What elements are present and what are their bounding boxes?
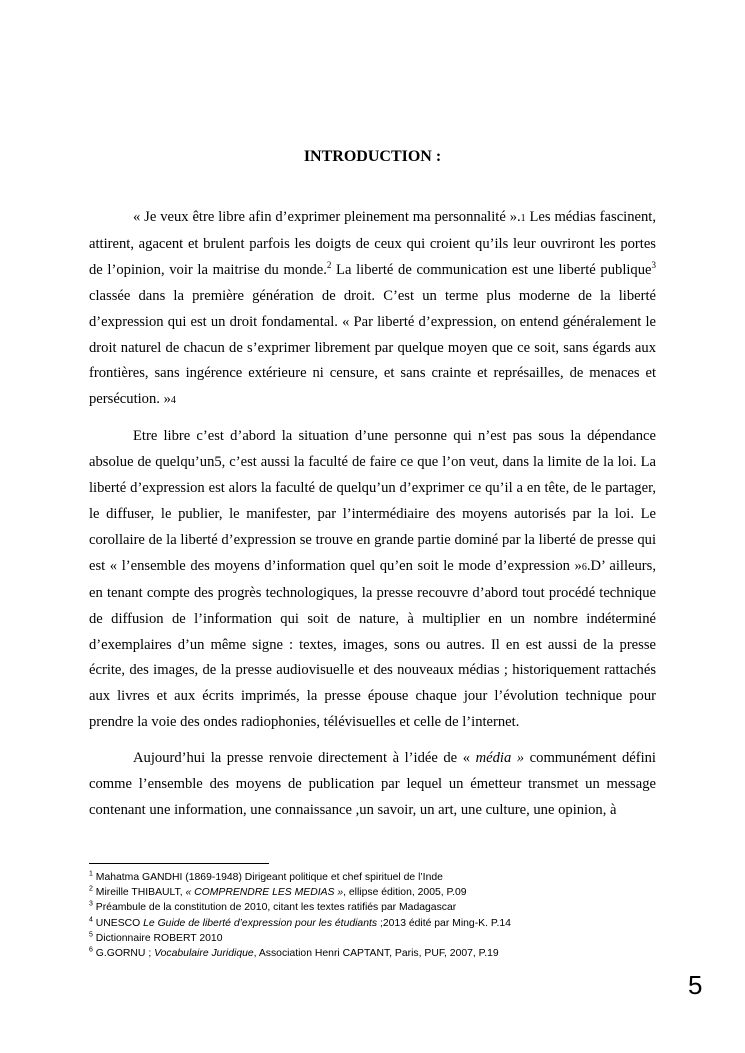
footnote-number: 5: [89, 931, 93, 939]
footnote-text: Mahatma GANDHI (1869-1948) Dirigeant politique et chef spirituel de l’Inde: [92, 872, 443, 883]
footnote-number: 6: [89, 946, 93, 954]
footnote-number: 3: [89, 900, 93, 908]
footnote-text: G.GORNU ;: [92, 948, 155, 960]
paragraph-3: [89, 746, 656, 824]
paragraph-1-text-b: Les médias fascinent, attirent, agacent et brulent parfois les doigts de ceux qui croient qu’ils leur ouvriront les portes de l’opinion, voir la maitrise du monde.: [89, 209, 656, 278]
footnote-ref-1: 1: [520, 213, 526, 224]
footnote-ref-4: 4: [170, 395, 176, 407]
paragraph-1: [89, 205, 656, 414]
footnote: [89, 916, 656, 931]
footnote-ref-6: 6: [581, 561, 587, 573]
paragraph-3-text-b: communément défini comme l’ensemble des moyens de publication par lequel un émetteur transmet un message contenant une information, une connaissance ,un savoir, un art, une culture, une opinion, à: [89, 750, 656, 818]
footnote-number: 1: [89, 870, 93, 878]
footnote: [89, 946, 656, 961]
footnote-text-post: , Association Henri CAPTANT, Paris, PUF, 2007, P.19: [253, 948, 499, 960]
paragraph-1-text-c: La liberté de communication est une liberté publique: [331, 261, 652, 278]
footnote-text: Dictionnaire ROBERT 2010: [92, 932, 223, 944]
paragraph-2-text-b: .D’ ailleurs, en tenant compte des progrès technologiques, la presse recouvre d’abord tout procédé technique de diffusion de l’information qui soit de nature, à multiplier en un nombre indéterminé d’exemplaires d’un même signe : textes, images, sons ou autres. Il en est aussi de la presse écrite, des images, de la presse audiovisuelle et des nouveaux médias ; historiquement rattachés aux livres et aux écrits imprimés, la presse épouse chaque jour l’évolution technique pour prendre la voie des ondes radiophonies, télévisuelles et celle de l’internet.: [89, 557, 656, 731]
footnote-italic: « COMPRENDRE LES MEDIAS »: [185, 887, 344, 899]
footnote: [89, 870, 656, 885]
paragraph-3-italic: média »: [475, 750, 525, 767]
paragraph-2: [89, 424, 656, 736]
footnote-text: Mireille THIBAULT,: [92, 887, 186, 899]
footnote: [89, 885, 656, 900]
footnote-text-post: , ellipse édition, 2005, P.09: [343, 887, 467, 899]
footnote-number: 4: [89, 916, 93, 924]
footnotes: [89, 870, 656, 961]
paragraph-2-text-a: Etre libre c’est d’abord la situation d’une personne qui n’est pas sous la dépendance absolue de quelqu’un5, c’est aussi la faculté de faire ce que l’on veut, dans la limite de la loi. La liberté d’expression est alors la faculté de quelqu’un d’exprimer ce qu’il a en tête, de le partager, le diffuser, le publier, le manifester, par l’intermédiaire des moyens autorisés par la loi. Le corollaire de la liberté d’expression se trouve en grande partie dominé par la liberté de presse qui est « l’ensemble des moyens d’information quel qu’en soit le mode d’expression »: [89, 428, 656, 574]
footnote-ref-2: 2: [326, 259, 332, 270]
footnote-italic: Vocabulaire Juridique: [154, 948, 254, 960]
paragraph-1-text-a: « Je veux être libre afin d’exprimer pleinement ma personnalité ».: [133, 209, 521, 225]
paragraph-3-text-a: Aujourd’hui la presse renvoie directement à l’idée de «: [133, 750, 476, 767]
footnote: [89, 900, 656, 915]
footnote-text: UNESCO: [92, 917, 144, 929]
paragraph-1-text-d: classée dans la première génération de droit. C’est un terme plus moderne de la liberté d’expression qui est un droit fondamental. « Par liberté d’expression, on entend généralement le droit naturel de chacun de s’exprimer librement par quelque moyen que ce soit, sans égards aux frontières, sans ingérence extérieure ni censure, et sans crainte et représailles, de menaces et persécution. »: [89, 287, 656, 408]
footnote-ref-3: 3: [651, 259, 656, 270]
footnote-text-post: ;2013 édité par Ming-K. P.14: [377, 917, 511, 929]
page-title: INTRODUCTION :: [303, 148, 442, 165]
body-text: [89, 205, 656, 834]
footnote: [89, 931, 656, 946]
footnote-text: Préambule de la constitution de 2010, citant les textes ratifiés par Madagascar: [92, 902, 457, 914]
footnote-number: 2: [89, 885, 93, 893]
page-number: 5: [688, 970, 703, 1000]
footnote-italic: Le Guide de liberté d’expression pour les étudiants: [143, 917, 378, 929]
footnote-separator: [89, 863, 269, 864]
